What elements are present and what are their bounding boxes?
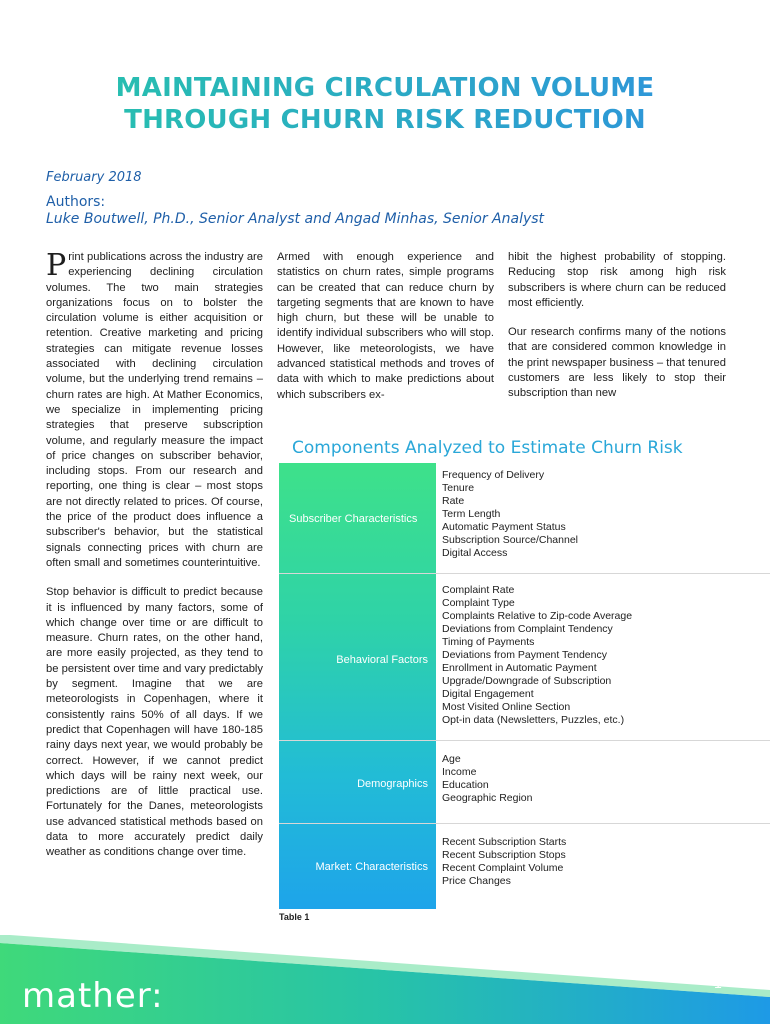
paragraph: [46, 250, 263, 571]
list-item: Recent Subscription Starts: [442, 836, 567, 848]
table-caption: Table 1: [279, 912, 310, 922]
table-divider: [279, 823, 770, 824]
title-line-1: MAINTAINING CIRCULATION VOLUME: [115, 73, 655, 103]
list-item: Tenure: [442, 482, 475, 494]
row-label-behavioral: Behavioral Factors: [336, 654, 428, 666]
row-label-subscriber: Subscriber Characteristics: [289, 513, 418, 525]
list-item: Digital Access: [442, 547, 508, 559]
row-label-demographics: Demographics: [357, 778, 428, 790]
table-title: Components Analyzed to Estimate Churn Risk: [292, 438, 683, 458]
authors-names: Luke Boutwell, Ph.D., Senior Analyst and Angad Minhas, Senior Analyst: [46, 211, 545, 227]
row-label-market: Market: Characteristics: [315, 861, 428, 873]
table-items-market: [442, 836, 566, 888]
paragraph-text: rint publications across the industry are experiencing declining circulation volumes. The two main strategies organizations focus on to bolster the circulation volume is either acquisition or retention. Creative marketing and pricing strategies can mitigate revenue losses associated with declining circulation volume, but the underlying trend remains – churn rates are high. At Mather Economics, we specialize in implementing pricing strategies that preserve subscription volume, and regularly measure the impact of price changes on subscriber behavior, including stops. From our research and reporting, one thing is clear – most stops are not directly related to prices. Of course, the price of the product does influence a subscriber's behavior, but the statistical signals connecting prices with churn are often small and sometimes counterintuitive.: [46, 251, 263, 569]
drop-cap: P: [46, 248, 67, 283]
list-item: Recent Subscription Stops: [442, 849, 566, 861]
paragraph: Armed with enough experience and statistics on churn rates, simple programs can be created that can reduce churn by targeting segments that are known to have high churn, but these will be unable to identify individual subscribers who will stop. However, like meteorologists, we have advanced statistical methods and troves of data with which to make predictions about which subscribers ex-: [277, 251, 494, 401]
list-item: Age: [442, 753, 461, 765]
authors-heading: Authors:: [46, 194, 106, 210]
list-item: Geographic Region: [442, 792, 533, 804]
table-divider: [279, 573, 770, 574]
table-divider: [279, 740, 770, 741]
body-column-2: [277, 250, 494, 417]
list-item: Complaint Type: [442, 597, 515, 609]
list-item: Rate: [442, 495, 465, 507]
list-item: Enrollment in Automatic Payment: [442, 662, 597, 674]
publication-date: February 2018: [46, 170, 142, 185]
list-item: Opt-in data (Newsletters, Puzzles, etc.): [442, 714, 625, 726]
list-item: Subscription Source/Channel: [442, 534, 578, 546]
list-item: Income: [442, 766, 477, 778]
list-item: Term Length: [442, 508, 501, 520]
list-item: Automatic Payment Status: [442, 521, 566, 533]
table-items-behavioral: [442, 584, 632, 727]
paragraph: hibit the highest probability of stopping. Reducing stop risk among high risk subscribers is where churn can be reduced most efficiently.: [508, 251, 726, 309]
list-item: Price Changes: [442, 875, 511, 887]
mather-logo: mather:: [22, 976, 164, 1016]
table-category-bar: [279, 463, 436, 909]
page-number: 1: [714, 975, 722, 991]
document-title: [0, 72, 770, 136]
list-item: Timing of Payments: [442, 636, 535, 648]
list-item: Recent Complaint Volume: [442, 862, 564, 874]
title-line-2: THROUGH CHURN RISK REDUCTION: [124, 105, 646, 135]
list-item: Complaint Rate: [442, 584, 515, 596]
list-item: Complaints Relative to Zip-code Average: [442, 610, 633, 622]
list-item: Frequency of Delivery: [442, 469, 545, 481]
table-items-subscriber: [442, 469, 578, 560]
list-item: Most Visited Online Section: [442, 701, 571, 713]
list-item: Digital Engagement: [442, 688, 534, 700]
paragraph: Our research confirms many of the notions that are considered common knowledge in the print newspaper business – that tenured customers are less likely to stop their subscription than new: [508, 326, 726, 400]
list-item: Education: [442, 779, 489, 791]
body-column-1: [46, 250, 263, 875]
list-item: Deviations from Payment Tendency: [442, 649, 607, 661]
body-column-3: [508, 250, 726, 416]
table-items-demographics: [442, 753, 532, 805]
list-item: Deviations from Complaint Tendency: [442, 623, 613, 635]
paragraph: Stop behavior is difficult to predict because it is influenced by many factors, some of which change over time or are difficult to measure. Churn rates, on the other hand, are more easily projected, as they tend to be persistent over time and vary predictably by segment. Imagine that we are meteorologists in Copenhagen, where it consistently rains 50% of all days. If we predict that Copenhagen will have 180-185 rainy days next year, we would probably be correct. However, if we cannot predict which days will be rainy next week, our predictions are of little practical use. Fortunately for the Danes, meteorologists use advanced statistical methods based on data to more accurately predict daily weather as conditions change over time.: [46, 586, 263, 859]
list-item: Upgrade/Downgrade of Subscription: [442, 675, 612, 687]
